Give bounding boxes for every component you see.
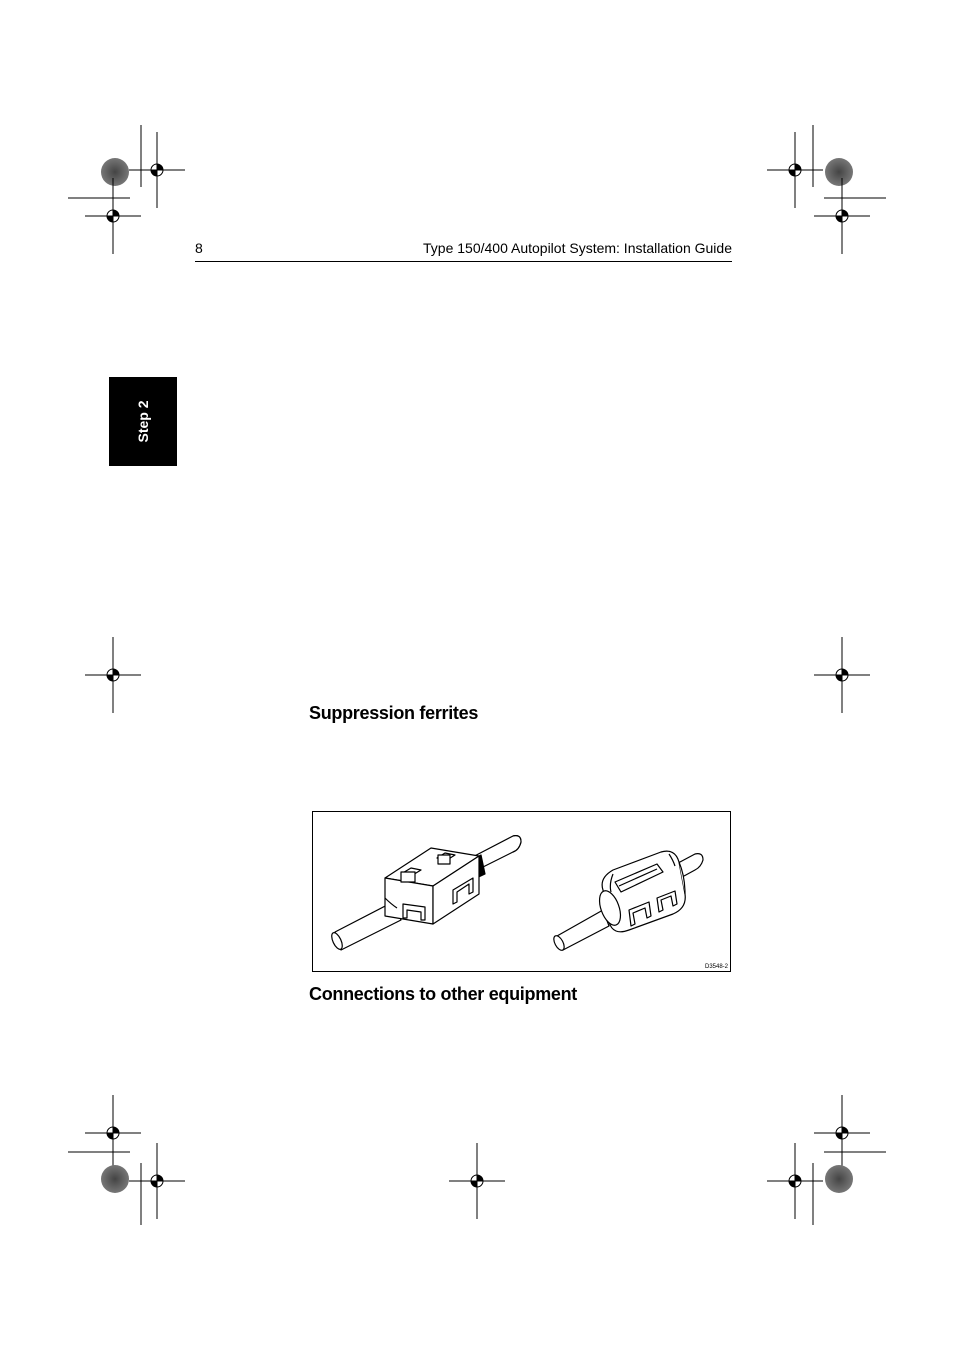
color-bar-icon: [825, 1165, 853, 1193]
clip-on-ferrite-round-icon: [552, 851, 703, 952]
step-side-tab: [109, 377, 177, 466]
color-bar-icon: [101, 1165, 129, 1193]
figure-code: D3548-2: [704, 964, 728, 970]
step-tab-label: Step 2: [135, 400, 151, 443]
color-bar-icon: [825, 158, 853, 186]
clip-on-ferrite-square-icon: [330, 836, 521, 951]
section-heading-connections-to-other-equipment: Connections to other equipment: [309, 984, 577, 1004]
page-number: 8: [195, 240, 203, 256]
header-rule: [195, 261, 732, 262]
color-bar-icon: [101, 158, 129, 186]
ferrite-figure: [312, 811, 731, 972]
running-header-title: Type 150/400 Autopilot System: Installation Guide: [423, 240, 732, 256]
section-heading-suppression-ferrites: Suppression ferrites: [309, 703, 479, 723]
